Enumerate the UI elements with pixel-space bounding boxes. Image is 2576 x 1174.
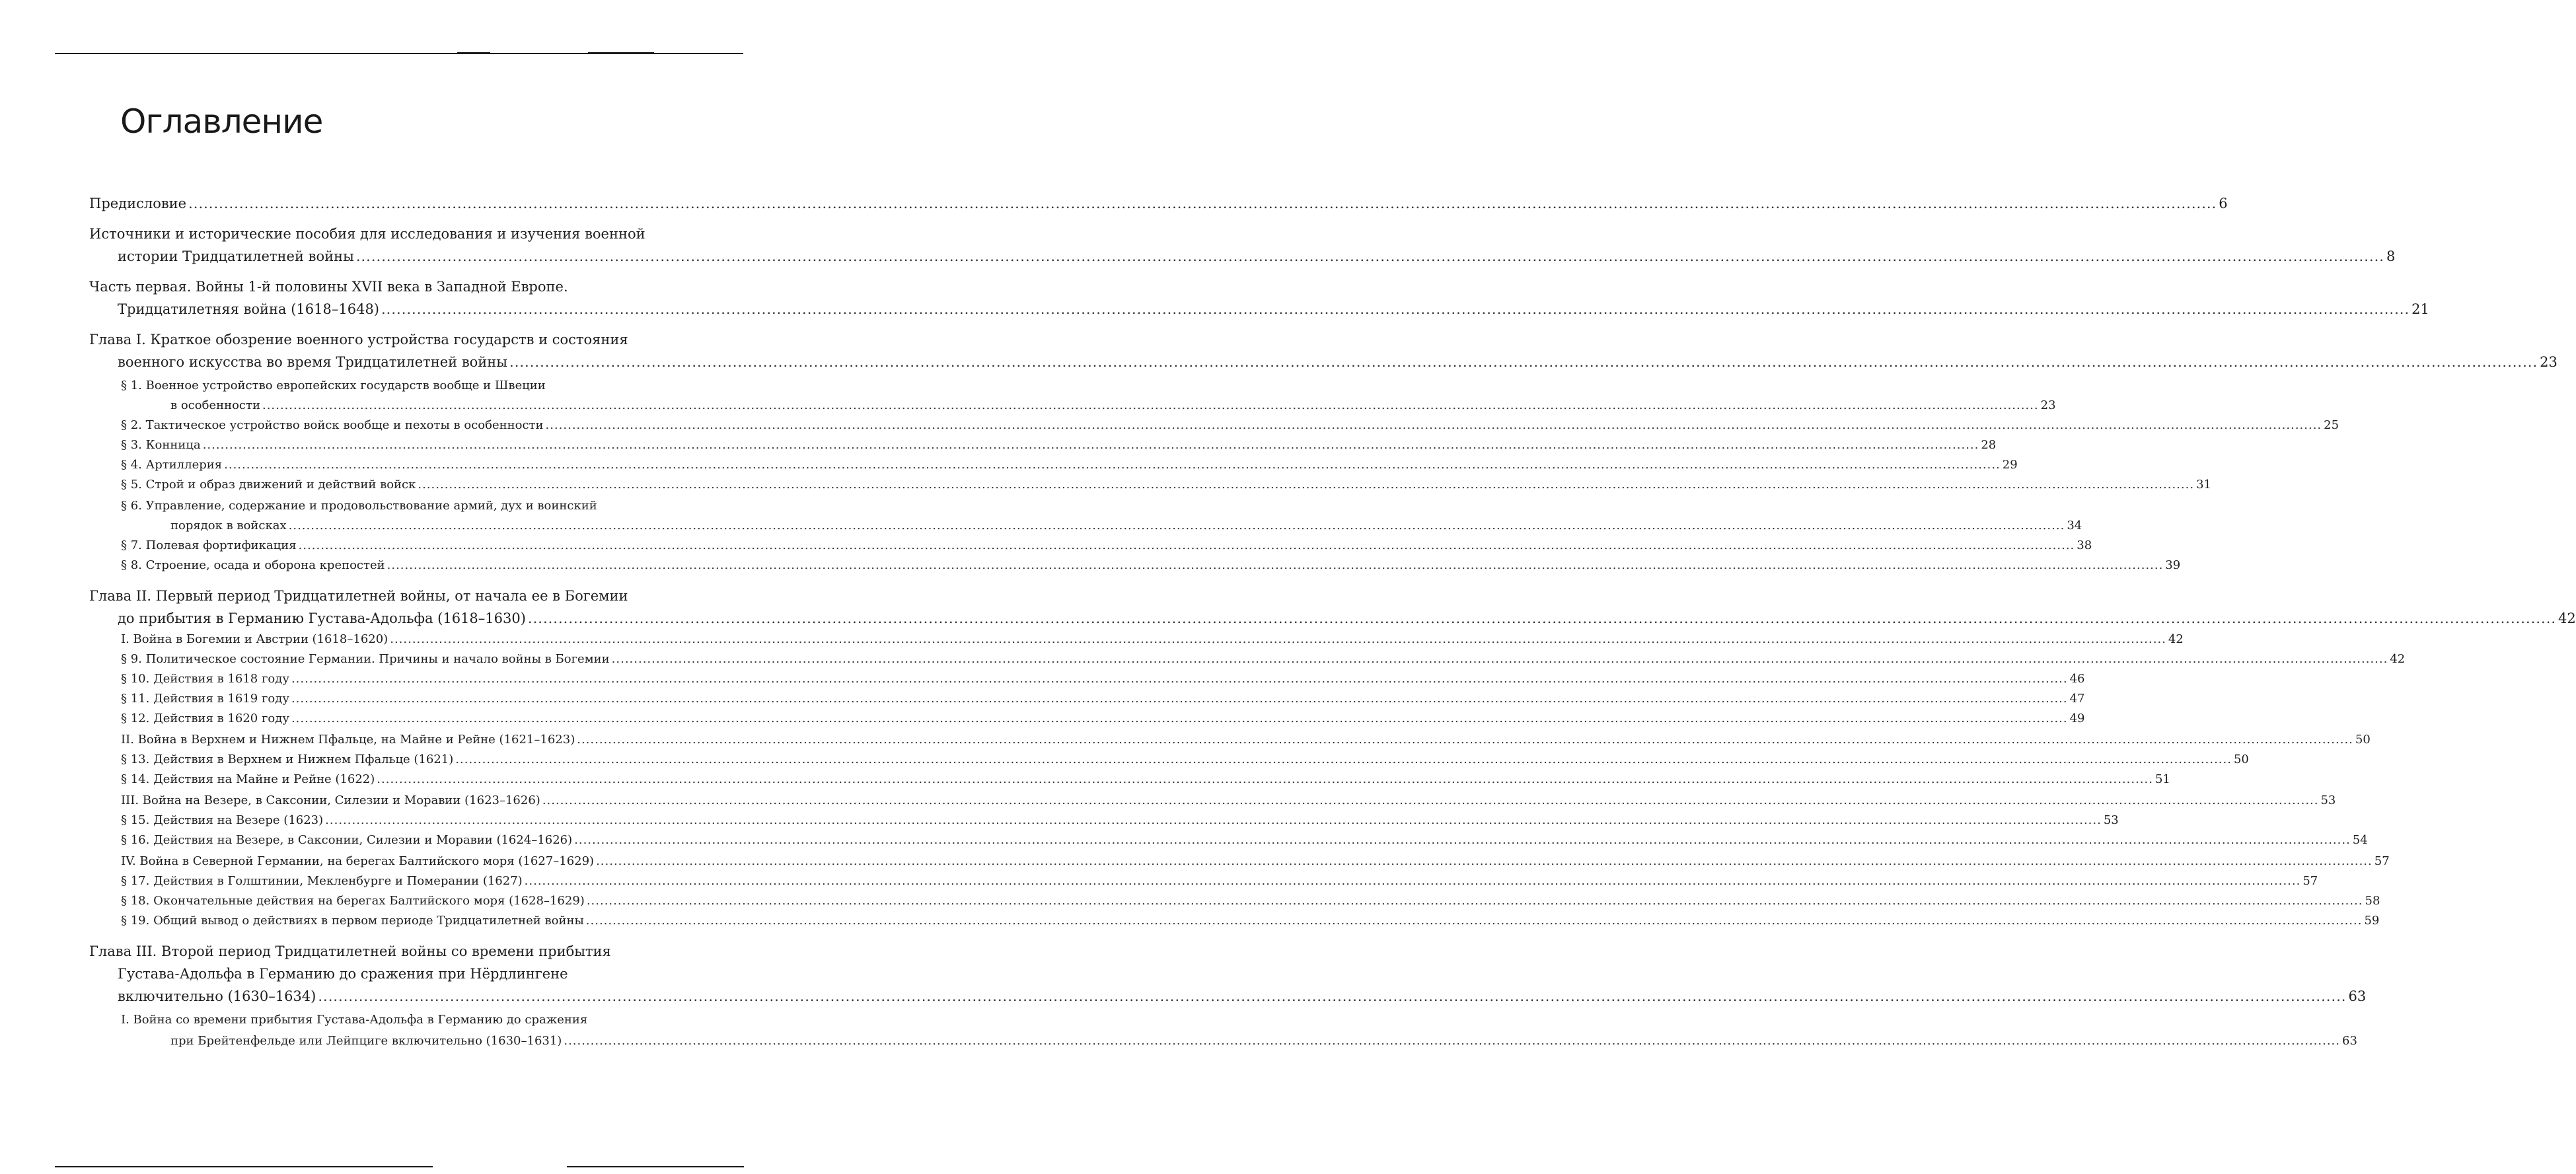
toc-section-entry[interactable]: [170, 398, 2056, 412]
toc-section-entry[interactable]: [121, 914, 2380, 928]
toc-entry-title: в особенности: [170, 398, 260, 412]
toc-section-entry[interactable]: [170, 519, 2082, 532]
toc-entry-title: § 19. Общий вывод о действиях в первом периоде Тридцатилетней войны: [121, 914, 584, 928]
toc-chapter-entry[interactable]: [118, 988, 2367, 1004]
toc-page-number: 63: [2348, 988, 2367, 1004]
toc-entry-line: Источники и исторические пособия для исследования и изучения военной: [89, 226, 645, 242]
toc-entry-title: § 2. Тактическое устройство войск вообще и пехоты в особенности: [121, 418, 544, 432]
dot-leader: ................................................................................................................................................................................................................................................................................................................................................................................................................: [596, 854, 2373, 868]
toc-page-number: 29: [2002, 458, 2018, 472]
toc-entry-title: § 11. Действия в 1619 году: [121, 692, 289, 706]
dot-leader: ................................................................................................................................................................................................................................................................................................................................................................................................................: [355, 248, 2384, 264]
toc-page-number: 8: [2386, 248, 2396, 264]
toc-page-number: 38: [2077, 538, 2092, 552]
toc-entry-title: § 15. Действия на Везере (1623): [121, 813, 324, 827]
dot-leader: ................................................................................................................................................................................................................................................................................................................................................................................................................: [542, 793, 2319, 807]
toc-page-number: 57: [2374, 854, 2390, 868]
toc-entry-line: I. Война со времени прибытия Густава-Адольфа в Германию до сражения: [121, 1013, 588, 1027]
toc-page-number: 25: [2324, 418, 2339, 432]
toc-section-entry[interactable]: [121, 733, 2371, 747]
toc-entry-title: порядок в войсках: [170, 519, 287, 532]
dot-leader: ................................................................................................................................................................................................................................................................................................................................................................................................................: [288, 519, 2065, 532]
toc-page-number: 23: [2540, 354, 2558, 370]
dot-leader: ................................................................................................................................................................................................................................................................................................................................................................................................................: [291, 672, 2068, 686]
toc-entry-line: Густава-Адольфа в Германию до сражения при Нёрдлингене: [118, 966, 568, 982]
toc-entry-line: Часть первая. Войны 1-й половины XVII века в Западной Европе.: [89, 279, 568, 295]
dot-leader: ................................................................................................................................................................................................................................................................................................................................................................................................................: [390, 632, 2166, 646]
toc-section-entry[interactable]: [121, 558, 2181, 572]
dot-leader: ................................................................................................................................................................................................................................................................................................................................................................................................................: [611, 652, 2388, 666]
toc-entry-title: Тридцатилетняя война (1618–1648): [118, 301, 379, 317]
toc-page-number: 42: [2168, 632, 2184, 646]
toc-section-entry[interactable]: [121, 854, 2390, 868]
page-title: Оглавление: [120, 102, 323, 141]
dot-leader: ................................................................................................................................................................................................................................................................................................................................................................................................................: [224, 458, 2001, 472]
toc-chapter-entry[interactable]: [118, 610, 2576, 626]
toc-chapter-entry[interactable]: [89, 196, 2228, 211]
toc-entry-title: § 13. Действия в Верхнем и Нижнем Пфальце (1621): [121, 752, 454, 766]
dot-leader: ................................................................................................................................................................................................................................................................................................................................................................................................................: [509, 354, 2538, 370]
toc-section-entry[interactable]: [121, 752, 2249, 766]
toc-page-number: 42: [2390, 652, 2406, 666]
toc-page-number: 54: [2352, 833, 2368, 847]
toc-page-number: 63: [2342, 1034, 2357, 1048]
toc-section-entry[interactable]: [170, 1034, 2357, 1048]
toc-entry-title: § 17. Действия в Голштинии, Мекленбурге и Померании (1627): [121, 874, 523, 888]
bottom-rule: [55, 1166, 433, 1167]
toc-entry-line: § 6. Управление, содержание и продовольствование армий, дух и воинский: [121, 499, 597, 513]
toc-entry-title: истории Тридцатилетней войны: [118, 248, 354, 264]
toc-entry-line: Глава I. Краткое обозрение военного устройства государств и состояния: [89, 332, 628, 348]
toc-entry-title: при Брейтенфельде или Лейпциге включительно (1630–1631): [170, 1034, 562, 1048]
toc-page-number: 51: [2154, 772, 2170, 786]
toc-section-entry[interactable]: [121, 538, 2092, 552]
toc-entry-title: до прибытия в Германию Густава-Адольфа (1618–1630): [118, 610, 526, 626]
toc-page-number: 34: [2067, 519, 2082, 532]
dot-leader: ................................................................................................................................................................................................................................................................................................................................................................................................................: [291, 712, 2068, 725]
toc-section-entry[interactable]: [121, 813, 2119, 827]
dot-leader: ................................................................................................................................................................................................................................................................................................................................................................................................................: [585, 914, 2363, 928]
dot-leader: ................................................................................................................................................................................................................................................................................................................................................................................................................: [455, 752, 2232, 766]
dot-leader: ................................................................................................................................................................................................................................................................................................................................................................................................................: [318, 988, 2347, 1004]
toc-page-number: 39: [2165, 558, 2181, 572]
toc-entry-title: включительно (1630–1634): [118, 988, 316, 1004]
toc-page-number: 57: [2302, 874, 2318, 888]
toc-page-number: 53: [2103, 813, 2119, 827]
toc-page-number: 42: [2558, 610, 2576, 626]
dot-leader: ................................................................................................................................................................................................................................................................................................................................................................................................................: [527, 610, 2557, 626]
toc-section-entry[interactable]: [121, 692, 2085, 706]
toc-section-entry[interactable]: [121, 772, 2170, 786]
toc-section-entry[interactable]: [121, 793, 2336, 807]
dot-leader: ................................................................................................................................................................................................................................................................................................................................................................................................................: [377, 772, 2153, 786]
toc-entry-title: I. Война в Богемии и Австрии (1618–1620): [121, 632, 388, 646]
toc-entry-title: § 10. Действия в 1618 году: [121, 672, 289, 686]
toc-section-entry[interactable]: [121, 418, 2339, 432]
dot-leader: ................................................................................................................................................................................................................................................................................................................................................................................................................: [291, 692, 2068, 706]
dot-leader: ................................................................................................................................................................................................................................................................................................................................................................................................................: [262, 398, 2039, 412]
dot-leader: ................................................................................................................................................................................................................................................................................................................................................................................................................: [524, 874, 2301, 888]
toc-entry-title: Предисловие: [89, 196, 187, 211]
toc-section-entry[interactable]: [121, 672, 2085, 686]
toc-page-number: 6: [2219, 196, 2228, 211]
dot-leader: ................................................................................................................................................................................................................................................................................................................................................................................................................: [418, 478, 2195, 492]
toc-page-number: 53: [2320, 793, 2336, 807]
toc-page-number: 21: [2411, 301, 2429, 317]
dot-leader: ................................................................................................................................................................................................................................................................................................................................................................................................................: [545, 418, 2322, 432]
dot-leader: ................................................................................................................................................................................................................................................................................................................................................................................................................: [202, 438, 1979, 452]
toc-entry-line: Глава III. Второй период Тридцатилетней войны со времени прибытия: [89, 943, 611, 959]
dot-leader: ................................................................................................................................................................................................................................................................................................................................................................................................................: [564, 1034, 2340, 1048]
bottom-rule: [567, 1166, 744, 1167]
toc-entry-title: § 14. Действия на Майне и Рейне (1622): [121, 772, 375, 786]
dot-leader: ................................................................................................................................................................................................................................................................................................................................................................................................................: [298, 538, 2075, 552]
dot-leader: ................................................................................................................................................................................................................................................................................................................................................................................................................: [386, 558, 2164, 572]
toc-section-entry[interactable]: [121, 438, 1997, 452]
toc-entry-title: IV. Война в Северной Германии, на берегах Балтийского моря (1627–1629): [121, 854, 595, 868]
dot-leader: ................................................................................................................................................................................................................................................................................................................................................................................................................: [381, 301, 2410, 317]
toc-entry-title: § 4. Артиллерия: [121, 458, 223, 472]
toc-page-number: 58: [2365, 894, 2380, 908]
dot-leader: ................................................................................................................................................................................................................................................................................................................................................................................................................: [574, 833, 2351, 847]
toc-chapter-entry[interactable]: [118, 248, 2396, 264]
toc-section-entry[interactable]: [121, 632, 2184, 646]
toc-entry-title: § 16. Действия на Везере, в Саксонии, Силезии и Моравии (1624–1626): [121, 833, 573, 847]
toc-page-number: 50: [2355, 733, 2371, 747]
toc-chapter-entry[interactable]: [118, 301, 2429, 317]
toc-entry-title: § 9. Политическое состояние Германии. Причины и начало войны в Богемии: [121, 652, 610, 666]
toc-entry-title: III. Война на Везере, в Саксонии, Силезии и Моравии (1623–1626): [121, 793, 540, 807]
toc-section-entry[interactable]: [121, 833, 2368, 847]
toc-page-number: 23: [2040, 398, 2056, 412]
toc-entry-title: II. Война в Верхнем и Нижнем Пфальце, на Майне и Рейне (1621–1623): [121, 733, 575, 747]
toc-page-number: 46: [2069, 672, 2085, 686]
toc-entry-title: § 5. Строй и образ движений и действий войск: [121, 478, 416, 492]
toc-entry-title: § 12. Действия в 1620 году: [121, 712, 289, 725]
toc-section-entry[interactable]: [121, 712, 2085, 725]
dot-leader: ................................................................................................................................................................................................................................................................................................................................................................................................................: [325, 813, 2102, 827]
toc-section-entry[interactable]: [121, 874, 2318, 888]
dot-leader: ................................................................................................................................................................................................................................................................................................................................................................................................................: [586, 894, 2363, 908]
toc-page-number: 28: [1981, 438, 1997, 452]
toc-entry-title: § 18. Окончательные действия на берегах Балтийского моря (1628–1629): [121, 894, 585, 908]
dot-leader: ................................................................................................................................................................................................................................................................................................................................................................................................................: [577, 733, 2353, 747]
toc-entry-title: § 7. Полевая фортификация: [121, 538, 297, 552]
toc-page-number: 47: [2069, 692, 2085, 706]
toc-entry-title: § 3. Конница: [121, 438, 201, 452]
toc-section-entry[interactable]: [121, 478, 2211, 492]
toc-page-number: 49: [2069, 712, 2085, 725]
toc-page-number: 59: [2364, 914, 2380, 928]
toc-entry-title: военного искусства во время Тридцатилетней войны: [118, 354, 508, 370]
toc-section-entry[interactable]: [121, 458, 2018, 472]
toc-chapter-entry[interactable]: [118, 354, 2558, 370]
toc-entry-line: § 1. Военное устройство европейских государств вообще и Швеции: [121, 379, 546, 392]
toc-section-entry[interactable]: [121, 652, 2406, 666]
toc-entry-line: Глава II. Первый период Тридцатилетней войны, от начала ее в Богемии: [89, 588, 628, 604]
dot-leader: ................................................................................................................................................................................................................................................................................................................................................................................................................: [188, 196, 2217, 211]
toc-page-number: 50: [2233, 752, 2249, 766]
toc-page-number: 31: [2196, 478, 2211, 492]
toc-entry-title: § 8. Строение, осада и оборона крепостей: [121, 558, 385, 572]
toc-section-entry[interactable]: [121, 894, 2380, 908]
